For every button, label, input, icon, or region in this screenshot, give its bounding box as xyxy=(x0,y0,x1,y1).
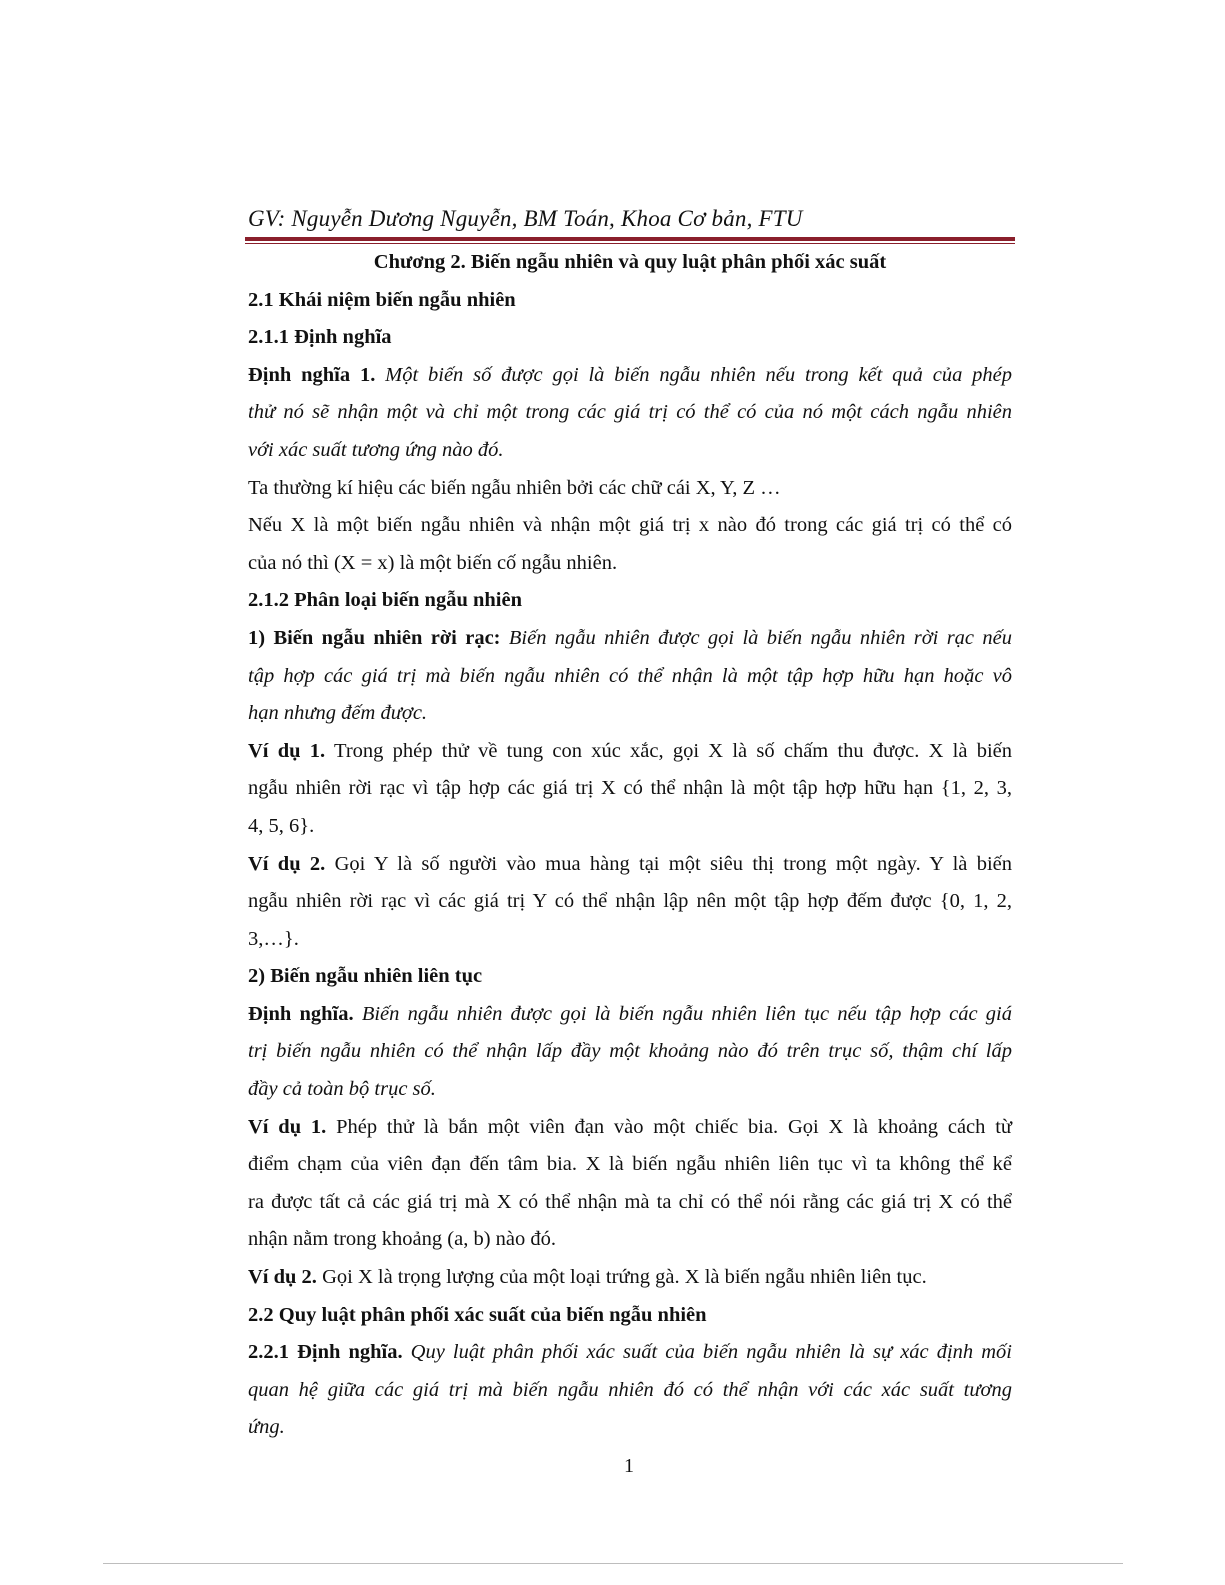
example-label: Ví dụ 1. xyxy=(248,739,326,762)
page-content xyxy=(248,244,1012,1447)
example-text: Trong phép thử về tung con xúc xắc, gọi X là số chấm thu được. X là biến xyxy=(334,739,1012,762)
distribution-definition-line xyxy=(248,1334,1012,1372)
example-text: Gọi X là trọng lượng của một loại trứng gà. X là biến ngẫu nhiên liên tục. xyxy=(322,1266,927,1289)
definition-1-text: Một biến số được gọi là biến ngẫu nhiên nếu trong kết quả của phép xyxy=(385,363,1012,386)
distribution-definition-text: Quy luật phân phối xác suất của biến ngẫu nhiên là sự xác định mối xyxy=(410,1341,1012,1364)
discrete-example-2-line: ngẫu nhiên rời rạc vì các giá trị Y có thể nhận lập nên một tập hợp đếm được {0, 1, 2, xyxy=(248,890,1012,913)
definition-1-line: với xác suất tương ứng nào đó. xyxy=(248,438,504,461)
subsection-heading-2-1-2: 2.1.2 Phân loại biến ngẫu nhiên xyxy=(248,589,522,612)
discrete-example-1-line: ngẫu nhiên rời rạc vì tập hợp các giá trị X có thể nhận là một tập hợp hữu hạn {1, 2, 3, xyxy=(248,777,1012,800)
continuous-definition-text: Biến ngẫu nhiên được gọi là biến ngẫu nhiên liên tục nếu tập hợp các giá xyxy=(361,1002,1012,1025)
chapter-title: Chương 2. Biến ngẫu nhiên và quy luật phân phối xác suất xyxy=(373,251,887,273)
continuous-example-1-line: ra được tất cả các giá trị mà X có thể nhận mà ta chỉ có thể nói rằng các giá trị X có thể xyxy=(248,1190,1012,1213)
discrete-example-2-line xyxy=(248,846,1012,884)
event-paragraph-line: của nó thì (X = x) là một biến cố ngẫu nhiên. xyxy=(248,551,618,574)
continuous-definition-label: Định nghĩa. xyxy=(248,1002,354,1025)
example-label: Ví dụ 1. xyxy=(248,1115,327,1138)
continuous-definition-line xyxy=(248,996,1012,1034)
distribution-definition-line: ứng. xyxy=(248,1416,285,1439)
notation-paragraph: Ta thường kí hiệu các biến ngẫu nhiên bởi các chữ cái X, Y, Z … xyxy=(248,476,781,499)
example-label: Ví dụ 2. xyxy=(248,1266,317,1289)
continuous-example-1-line: điểm chạm của viên đạn đến tâm bia. X là biến ngẫu nhiên liên tục vì ta không thể kể xyxy=(248,1153,1012,1176)
continuous-example-1-line xyxy=(248,1109,1012,1147)
discrete-label: 1) Biến ngẫu nhiên rời rạc: xyxy=(248,626,501,649)
definition-1-label: Định nghĩa 1. xyxy=(248,363,376,386)
continuous-example-2-line xyxy=(248,1259,1012,1297)
definition-1-line xyxy=(248,357,1012,395)
continuous-heading: 2) Biến ngẫu nhiên liên tục xyxy=(248,965,483,988)
page-number: 1 xyxy=(624,1455,634,1477)
event-paragraph-line: Nếu X là một biến ngẫu nhiên và nhận một giá trị x nào đó trong các giá trị có thể có xyxy=(248,514,1012,537)
discrete-text: Biến ngẫu nhiên được gọi là biến ngẫu nhiên rời rạc nếu xyxy=(508,626,1013,649)
page-bottom-rule xyxy=(103,1563,1123,1564)
example-text: Phép thử là bắn một viên đạn vào một chiếc bia. Gọi X là khoảng cách từ xyxy=(336,1115,1013,1138)
definition-1-line: thử nó sẽ nhận một và chỉ một trong các giá trị có thể có của nó một cách ngẫu nhiên xyxy=(248,401,1012,424)
discrete-definition-line: hạn nhưng đếm được. xyxy=(248,702,428,725)
continuous-definition-line: trị biến ngẫu nhiên có thể nhận lấp đầy một khoảng nào đó trên trục số, thậm chí lấp xyxy=(248,1040,1012,1063)
example-label: Ví dụ 2. xyxy=(248,852,326,875)
discrete-example-1-line xyxy=(248,733,1012,771)
section-heading-2-2: 2.2 Quy luật phân phối xác suất của biến ngẫu nhiên xyxy=(248,1303,707,1326)
distribution-definition-line: quan hệ giữa các giá trị mà biến ngẫu nhiên đó có thể nhận với các xác suất tương xyxy=(248,1378,1012,1401)
example-text: Gọi Y là số người vào mua hàng tại một siêu thị trong một ngày. Y là biến xyxy=(334,852,1012,875)
discrete-definition-line xyxy=(248,620,1012,658)
continuous-definition-line: đầy cả toàn bộ trục số. xyxy=(248,1078,436,1101)
discrete-definition-line: tập hợp các giá trị mà biến ngẫu nhiên có thể nhận là một tập hợp hữu hạn hoặc vô xyxy=(248,664,1012,687)
subsection-heading-2-1-1: 2.1.1 Định nghĩa xyxy=(248,326,392,349)
header-rule xyxy=(245,237,1015,244)
continuous-example-1-line: nhận nằm trong khoảng (a, b) nào đó. xyxy=(248,1228,556,1251)
author-header: GV: Nguyễn Dương Nguyễn, BM Toán, Khoa Cơ bản, FTU xyxy=(248,206,803,231)
discrete-example-2-line: 3,…}. xyxy=(248,927,299,950)
discrete-example-1-line: 4, 5, 6}. xyxy=(248,814,315,837)
distribution-definition-label: 2.2.1 Định nghĩa. xyxy=(248,1341,403,1364)
section-heading-2-1: 2.1 Khái niệm biến ngẫu nhiên xyxy=(248,288,516,311)
